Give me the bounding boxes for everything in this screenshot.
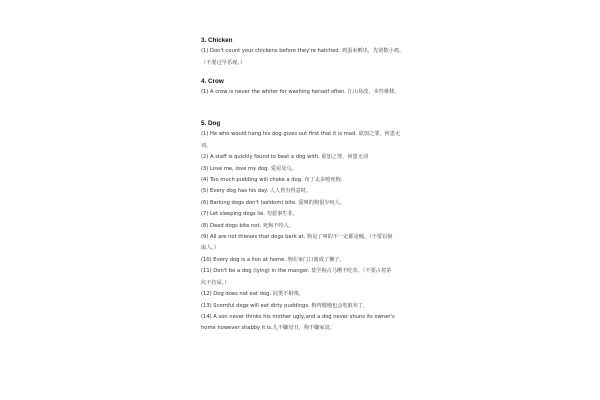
proverb-line: (2) A staff is quickly found to beat a dog with. 欲加之罪，何患无词 — [201, 154, 369, 161]
spacer — [201, 98, 411, 119]
proverb-line: (14) A son never thinks his mother ugly,and a dog never shuns its owner's — [201, 313, 395, 320]
proverb-line: (3) Love me, love my dog. 爱屋及乌。 — [201, 165, 297, 172]
proverb-line: (7) Let sleeping dogs lie. 勿惹事生非。 — [201, 211, 298, 218]
section-crow — [201, 77, 411, 98]
proverb-line: (12) Dog does not eat dog. 同类不相残。 — [201, 291, 304, 298]
proverb-line: (13) Scornful dogs will eat dirty puddings. 狗再傲慢也会吃脏布丁。 — [201, 302, 369, 309]
spacer — [201, 69, 411, 77]
proverb-line: (9) All are not thieves that dogs bark at. 狗见了叫的不一定都是贼。（不要以貌 — [201, 234, 393, 241]
section-title: 3. Chicken — [201, 37, 233, 44]
proverb-line: 词。 — [201, 142, 212, 149]
proverb-line: (1) Don't count your chickens before they're hatched. 鸡蛋未孵出，先别数小鸡。 — [201, 48, 405, 54]
section-title: 5. Dog — [201, 120, 221, 128]
proverb-line: (1) He who would hang his dog gives out first that it is mad. 欲加之罪，何患无 — [201, 131, 401, 138]
proverb-line: (4) Too much pudding will choke a dog. 布丁太多噎死狗。 — [201, 177, 346, 184]
proverb-line: (5) Every dog has his day. 人人皆有得意时。 — [201, 188, 312, 195]
proverb-line: 取人。） — [201, 245, 220, 252]
proverb-line: (1) A crow is never the whiter for washing herself often. 江山易改，本性难移。 — [201, 89, 400, 95]
proverb-line: (11) Don't be a dog (lying) in the manger. 莫学狗占马槽不吃草。（不要占着茅 — [201, 268, 392, 275]
proverb-line: (6) Barking dogs don't (seldom) bite. 爱叫的狗很少咬人。 — [201, 199, 346, 206]
section-title: 4. Crow — [201, 78, 224, 85]
proverb-line: (8) Dead dogs bite not. 死狗不咬人。 — [201, 222, 294, 229]
proverb-line: （不要过早乐观。） — [201, 59, 246, 66]
proverb-line: home however shabby it is.儿不嫌母丑，狗不嫌家贫。 — [201, 325, 335, 332]
proverb-line: (10) Every dog is a lion at home. 狗在家门口就成了狮子。 — [201, 256, 345, 263]
document-content — [201, 36, 411, 335]
proverb-line: 坑不拉屎。） — [201, 279, 230, 286]
section-chicken — [201, 36, 411, 69]
section-dog — [201, 119, 411, 334]
